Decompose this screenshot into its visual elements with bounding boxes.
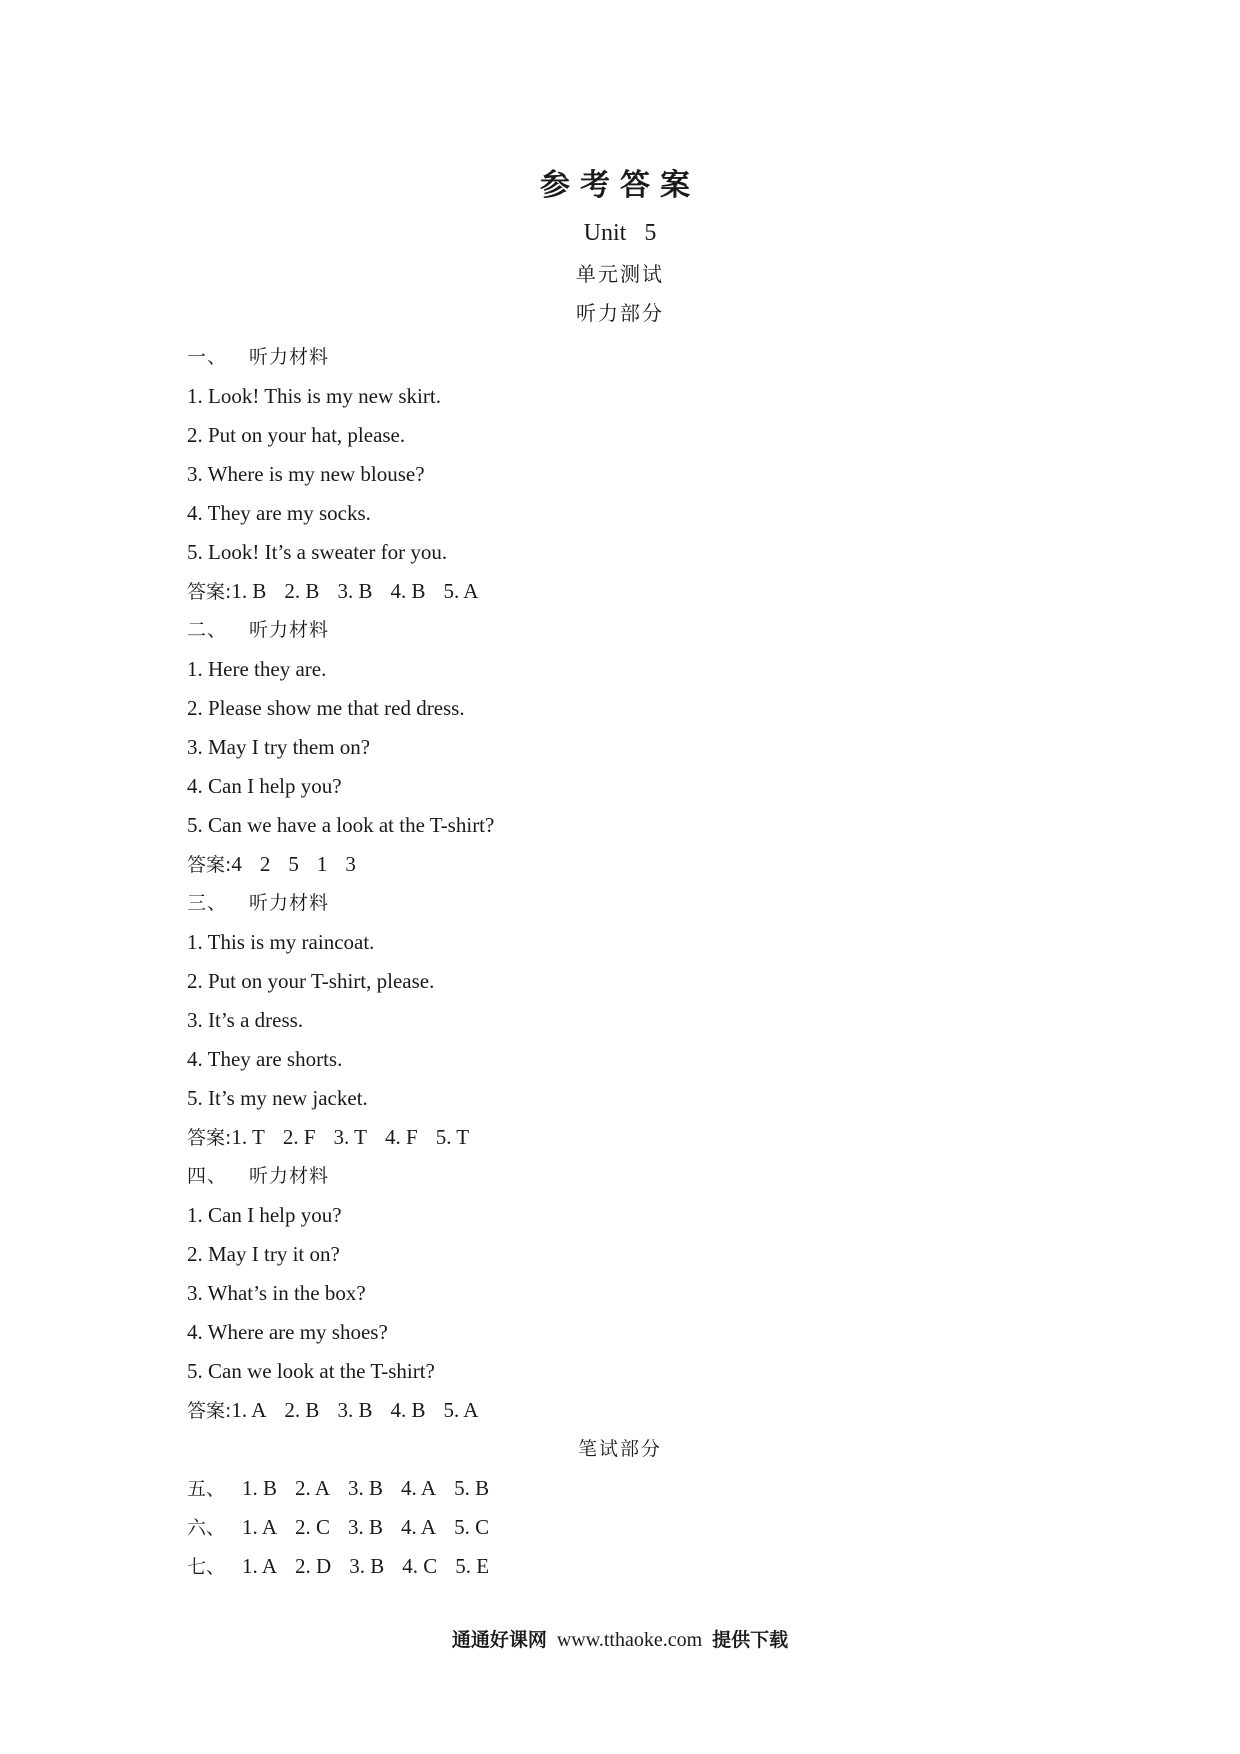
answer: 4. A — [401, 1515, 437, 1539]
answer: 2. F — [282, 1125, 316, 1149]
answer: 5. T — [435, 1125, 470, 1149]
answer: 5. C — [454, 1515, 490, 1539]
section-heading — [187, 338, 1087, 377]
written-answer-row — [187, 1508, 1087, 1547]
section-number: 七、 — [187, 1556, 226, 1578]
list-item: 3. Where is my new blouse? — [187, 462, 425, 486]
list-item: 5. Look! It’s a sweater for you. — [187, 540, 448, 564]
list-item: 1. This is my raincoat. — [187, 930, 375, 954]
answer-content — [187, 338, 1087, 1586]
answer-row — [187, 845, 1087, 884]
answer: 1. A — [242, 1554, 278, 1578]
answer-prefix: 答案: — [187, 581, 232, 603]
section-heading — [187, 1157, 1087, 1196]
list-item: 1. Can I help you? — [187, 1203, 342, 1227]
answer: 4. B — [390, 579, 426, 603]
answer-prefix: 答案: — [187, 1400, 232, 1422]
written-answer-row — [187, 1547, 1087, 1586]
section-title: 听力材料 — [249, 346, 330, 368]
list-item: 3. What’s in the box? — [187, 1281, 366, 1305]
test-subtitle: 单元测试 — [576, 262, 664, 286]
list-item: 3. May I try them on? — [187, 735, 371, 759]
answer: 5. A — [443, 1398, 479, 1422]
answer: 5 — [288, 852, 299, 876]
answer: 2. D — [295, 1554, 332, 1578]
answer: 3. B — [348, 1515, 384, 1539]
answer: 1. B — [242, 1476, 278, 1500]
answer-row — [187, 1391, 1087, 1430]
answer: 3. B — [349, 1554, 385, 1578]
list-item: 4. Can I help you? — [187, 774, 342, 798]
section-title: 听力材料 — [249, 619, 330, 641]
list-item: 5. It’s my new jacket. — [187, 1086, 368, 1110]
answer-prefix: 答案: — [187, 1127, 232, 1149]
answer: 5. A — [443, 579, 479, 603]
list-item: 4. They are shorts. — [187, 1047, 343, 1071]
footer-suffix: 提供下载 — [712, 1629, 789, 1651]
answer: 4. C — [402, 1554, 438, 1578]
unit-label: Unit — [583, 220, 627, 246]
answer-row — [187, 572, 1087, 611]
unit-heading — [0, 220, 1240, 247]
list-item: 4. Where are my shoes? — [187, 1320, 388, 1344]
section-number: 六、 — [187, 1517, 226, 1539]
answer: 1. A — [231, 1398, 267, 1422]
written-heading: 笔试部分 — [577, 1438, 662, 1460]
section-number: 五、 — [187, 1478, 226, 1500]
list-item: 1. Here they are. — [187, 657, 327, 681]
answer: 4. A — [401, 1476, 437, 1500]
answer: 2. B — [284, 1398, 320, 1422]
answer: 1 — [316, 852, 328, 876]
answer: 2. C — [295, 1515, 331, 1539]
section-number: 二、 — [187, 619, 228, 641]
list-item: 2. Please show me that red dress. — [187, 696, 465, 720]
list-item: 5. Can we look at the T-shirt? — [187, 1359, 435, 1383]
answer: 5. B — [454, 1476, 490, 1500]
list-item: 2. May I try it on? — [187, 1242, 340, 1266]
answer: 1. B — [231, 579, 267, 603]
list-item: 3. It’s a dress. — [187, 1008, 304, 1032]
list-item: 1. Look! This is my new skirt. — [187, 384, 441, 408]
footer-url[interactable]: www.tthaoke.com — [556, 1629, 703, 1651]
answer: 4. B — [390, 1398, 426, 1422]
page-title: 参考答案 — [540, 168, 700, 203]
section-number: 三、 — [187, 892, 228, 914]
answer: 1. A — [242, 1515, 278, 1539]
answer: 3. B — [348, 1476, 384, 1500]
footer-credit — [0, 1625, 1240, 1652]
section-heading — [187, 611, 1087, 650]
answer: 2. B — [284, 579, 320, 603]
section-title: 听力材料 — [249, 1165, 330, 1187]
answer-row — [187, 1118, 1087, 1157]
listening-heading: 听力部分 — [576, 301, 664, 325]
answer: 3. T — [333, 1125, 367, 1149]
list-item: 2. Put on your T-shirt, please. — [187, 969, 435, 993]
list-item: 5. Can we have a look at the T-shirt? — [187, 813, 495, 837]
answer-prefix: 答案: — [187, 854, 232, 876]
answer: 3. B — [337, 1398, 373, 1422]
section-title: 听力材料 — [249, 892, 330, 914]
section-number: 四、 — [187, 1165, 228, 1187]
answer: 3. B — [337, 579, 373, 603]
unit-number: 5 — [644, 220, 657, 246]
footer-brand: 通通好课网 — [451, 1629, 547, 1651]
answer: 1. T — [231, 1125, 265, 1149]
answer: 2 — [259, 852, 271, 876]
written-answer-row — [187, 1469, 1087, 1508]
answer: 2. A — [295, 1476, 331, 1500]
answer: 5. E — [455, 1554, 490, 1578]
answer: 4. F — [385, 1125, 418, 1149]
section-heading — [187, 884, 1087, 923]
list-item: 2. Put on your hat, please. — [187, 423, 406, 447]
list-item: 4. They are my socks. — [187, 501, 371, 525]
answer: 4 — [231, 852, 242, 876]
answer: 3 — [345, 852, 356, 876]
section-number: 一、 — [187, 346, 228, 368]
